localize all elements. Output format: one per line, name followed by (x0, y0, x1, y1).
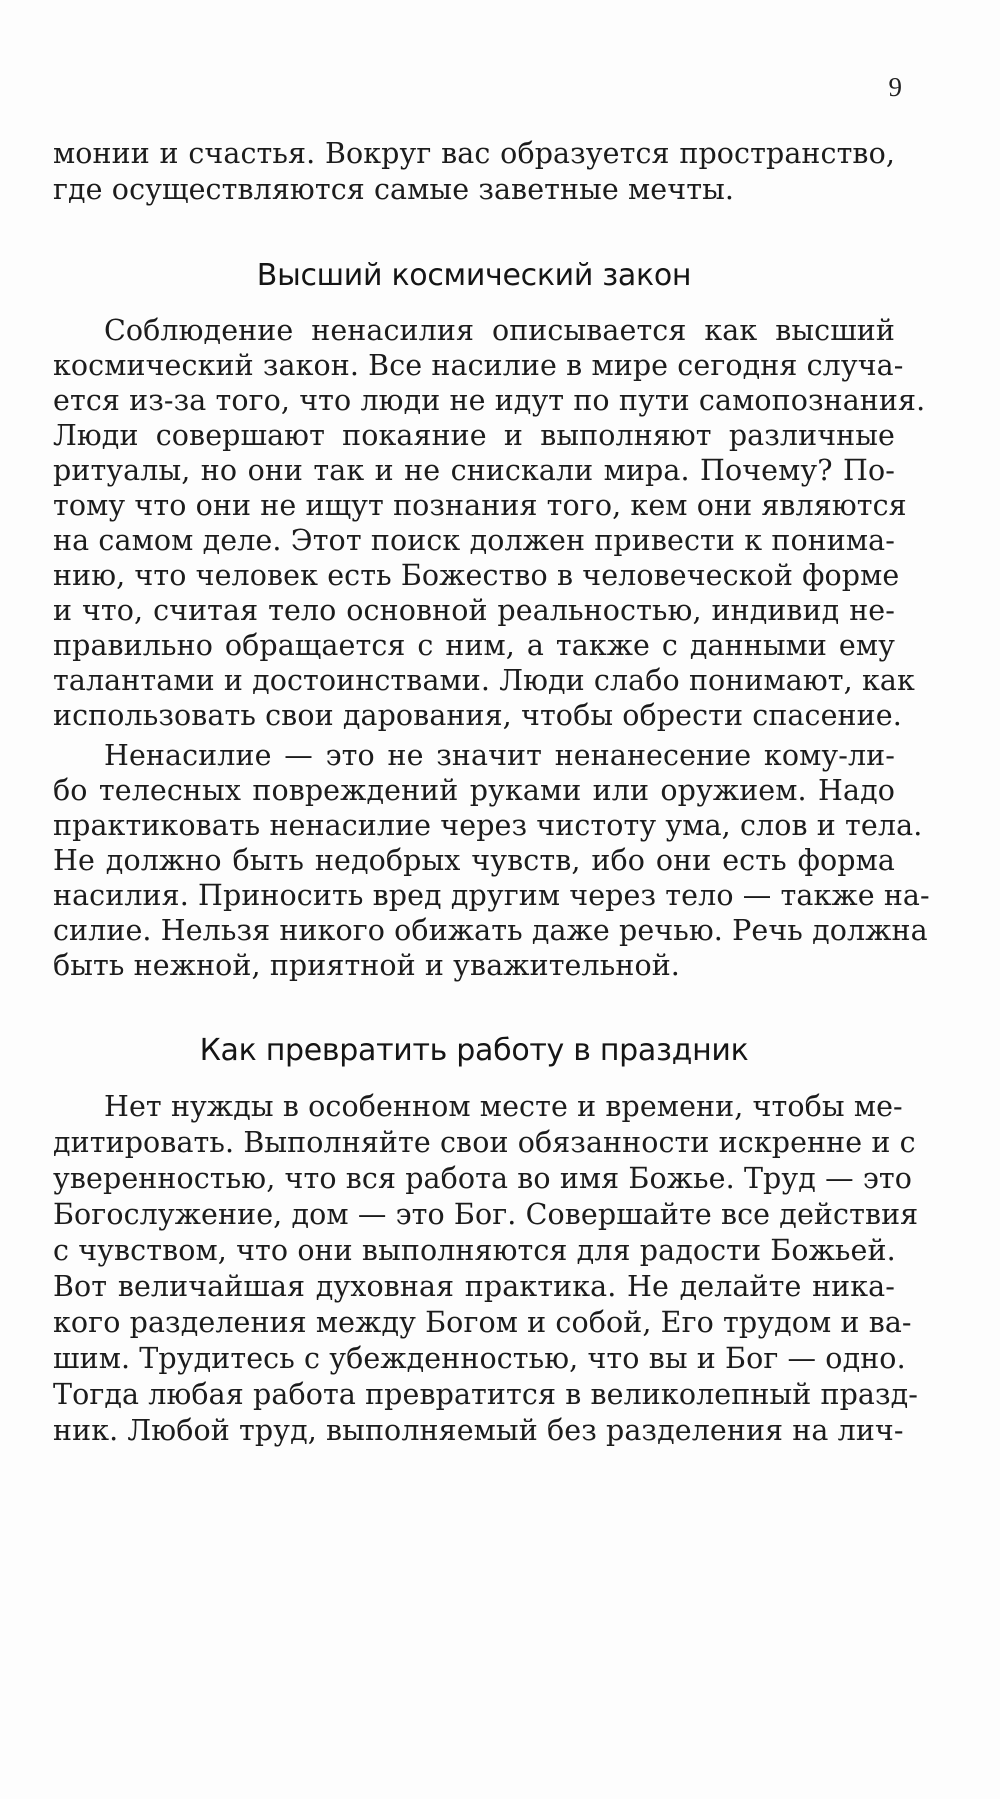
text-line: правильно обращается с ним, а также с данными ему (53, 629, 895, 662)
text-line: использовать свои дарования, чтобы обрести спасение. (53, 699, 902, 732)
text-line: с чувством, что они выполняются для радости Божьей. (53, 1234, 896, 1267)
text-line: Тогда любая работа превратится в великолепный празд- (53, 1378, 919, 1411)
text-line: Соблюдение ненасилия описывается как высший (104, 314, 895, 347)
text-line: бо телесных повреждений руками или оружием. Надо (53, 774, 895, 807)
text-line: быть нежной, приятной и уважительной. (53, 949, 680, 982)
text-line: ник. Любой труд, выполняемый без разделения на лич- (53, 1414, 904, 1447)
text-line: монии и счастья. Вокруг вас образуется пространство, (53, 137, 895, 170)
text-line: ется из-за того, что люди не идут по пути самопознания. (53, 384, 926, 417)
text-line: Вот величайшая духовная практика. Не делайте ника- (53, 1270, 895, 1303)
text-line: нию, что человек есть Божество в человеческой форме (53, 559, 900, 592)
text-line: и что, считая тело основной реальностью, индивид не- (53, 594, 895, 627)
text-line: кого разделения между Богом и собой, Его трудом и ва- (53, 1306, 912, 1339)
page-number: 9 (888, 72, 902, 102)
text-line: космический закон. Все насилие в мире сегодня случа- (53, 349, 904, 382)
text-line: на самом деле. Этот поиск должен привести к понима- (53, 524, 895, 557)
section-heading: Высший космический закон (256, 258, 692, 293)
text-line: Люди совершают покаяние и выполняют различные (53, 419, 895, 452)
text-line: ритуалы, но они так и не снискали мира. Почему? По- (53, 454, 895, 487)
text-line: практиковать ненасилие через чистоту ума, слов и тела. (53, 809, 923, 842)
text-line: Богослужение, дом — это Бог. Совершайте все действия (53, 1198, 919, 1231)
section-heading: Как превратить работу в праздник (199, 1033, 749, 1068)
text-line: талантами и достоинствами. Люди слабо понимают, как (53, 664, 915, 697)
text-line: Не должно быть недобрых чувств, ибо они есть форма (53, 844, 895, 877)
text-line: силие. Нельзя никого обижать даже речью. Речь должна (53, 914, 928, 947)
text-line: дитировать. Выполняйте свои обязанности искренне и с (53, 1126, 916, 1159)
text-line: Ненасилие — это не значит ненанесение кому-ли- (104, 739, 895, 772)
text-line: уверенностью, что вся работа во имя Божье. Труд — это (53, 1162, 913, 1195)
text-line: Нет нужды в особенном месте и времени, чтобы ме- (104, 1090, 903, 1123)
text-line: где осуществляются самые заветные мечты. (53, 173, 735, 206)
text-line: насилия. Приносить вред другим через тело — также на- (53, 879, 930, 912)
text-line: шим. Трудитесь с убежденностью, что вы и Бог — одно. (53, 1342, 906, 1375)
text-line: тому что они не ищут познания того, кем они являются (53, 489, 907, 522)
